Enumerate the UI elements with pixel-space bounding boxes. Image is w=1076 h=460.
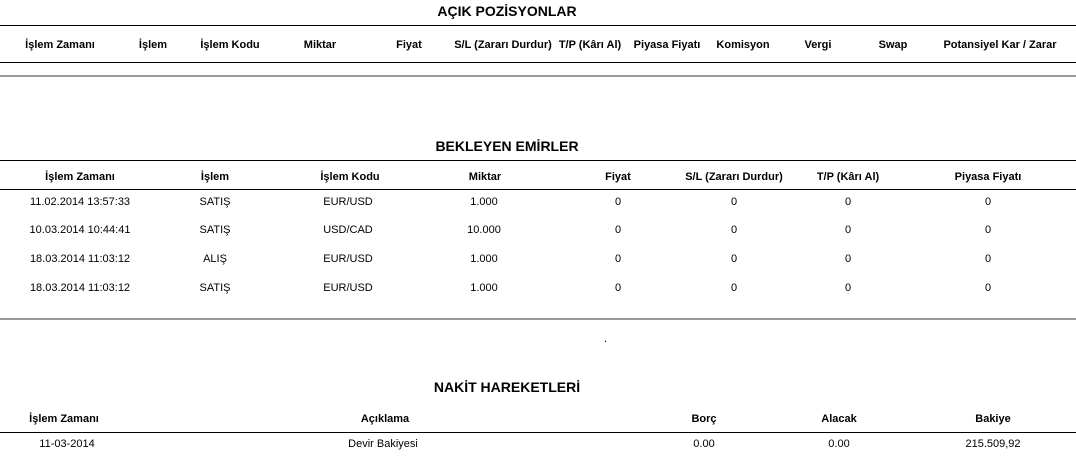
open-positions-header-row xyxy=(0,37,1076,53)
cell-stop-loss: 0 xyxy=(730,224,738,236)
cell-fiyat: 0 xyxy=(614,196,622,208)
cell-piyasa-fiyati: 0 xyxy=(984,282,992,294)
pending-orders-header-bottom-rule xyxy=(0,189,1076,190)
cell-fiyat: 0 xyxy=(614,253,622,265)
cell-take-profit: 0 xyxy=(844,253,852,265)
open-positions-section-end-rule xyxy=(0,75,1076,77)
cell-islem-zamani: 10.03.2014 10:44:41 xyxy=(29,224,131,236)
cell-piyasa-fiyati: 0 xyxy=(984,224,992,236)
cell-miktar: 10.000 xyxy=(467,224,501,236)
pending-orders-section-end-rule xyxy=(0,318,1076,320)
pending-orders-title: BEKLEYEN EMİRLER xyxy=(435,138,579,154)
cell-islem-zamani: 11-03-2014 xyxy=(39,438,95,450)
open-positions-header-bottom-rule xyxy=(0,62,1076,63)
col-header-islem-kodu: İşlem Kodu xyxy=(320,171,380,183)
col-header-potansiyel-kar-zarar: Potansiyel Kar / Zarar xyxy=(943,39,1057,51)
col-header-vergi: Vergi xyxy=(804,39,832,51)
cell-take-profit: 0 xyxy=(844,224,852,236)
cell-alacak: 0.00 xyxy=(828,438,850,450)
cell-aciklama: Devir Bakiyesi xyxy=(348,438,418,450)
cell-stop-loss: 0 xyxy=(730,282,738,294)
col-header-stop-loss: S/L (Zararı Durdur) xyxy=(454,39,552,51)
cell-miktar: 1.000 xyxy=(470,196,498,208)
table-row xyxy=(0,280,1076,296)
cell-islem-zamani: 18.03.2014 11:03:12 xyxy=(29,282,131,294)
col-header-komisyon: Komisyon xyxy=(716,39,770,51)
cell-islem: ALIŞ xyxy=(203,253,227,265)
table-row xyxy=(0,194,1076,210)
cell-islem: SATIŞ xyxy=(199,196,231,208)
col-header-fiyat: Fiyat xyxy=(605,171,631,183)
table-row xyxy=(0,436,1076,452)
col-header-islem-kodu: İşlem Kodu xyxy=(200,39,260,51)
col-header-swap: Swap xyxy=(878,39,908,51)
col-header-islem-zamani: İşlem Zamanı xyxy=(25,39,95,51)
cell-borc: 0.00 xyxy=(693,438,715,450)
col-header-stop-loss: S/L (Zararı Durdur) xyxy=(685,171,783,183)
cell-islem-zamani: 18.03.2014 11:03:12 xyxy=(29,253,131,265)
cell-bakiye: 215.509,92 xyxy=(965,438,1021,450)
cell-fiyat: 0 xyxy=(614,224,622,236)
cell-islem-kodu: USD/CAD xyxy=(323,224,373,236)
cell-fiyat: 0 xyxy=(614,282,622,294)
cash-movements-header-bottom-rule xyxy=(0,432,1076,433)
col-header-miktar: Miktar xyxy=(303,39,337,51)
col-header-take-profit: T/P (Kârı Al) xyxy=(558,39,622,51)
cash-movements-title: NAKİT HAREKETLERİ xyxy=(433,379,581,395)
col-header-islem: İşlem xyxy=(200,171,230,183)
col-header-islem-zamani: İşlem Zamanı xyxy=(29,413,99,425)
col-header-miktar: Miktar xyxy=(468,171,502,183)
cell-piyasa-fiyati: 0 xyxy=(984,196,992,208)
cell-islem-kodu: EUR/USD xyxy=(323,282,373,294)
cell-islem-zamani: 11.02.2014 13:57:33 xyxy=(29,196,131,208)
open-positions-title: AÇIK POZİSYONLAR xyxy=(437,3,577,19)
col-header-fiyat: Fiyat xyxy=(396,39,422,51)
col-header-islem-zamani: İşlem Zamanı xyxy=(45,171,115,183)
cell-islem-kodu: EUR/USD xyxy=(323,253,373,265)
table-row xyxy=(0,222,1076,238)
cell-stop-loss: 0 xyxy=(730,196,738,208)
col-header-islem: İşlem xyxy=(138,39,168,51)
col-header-borc: Borç xyxy=(691,413,717,425)
cell-stop-loss: 0 xyxy=(730,253,738,265)
pending-orders-header-top-rule xyxy=(0,160,1076,161)
col-header-take-profit: T/P (Kârı Al) xyxy=(816,171,880,183)
cell-take-profit: 0 xyxy=(844,282,852,294)
col-header-bakiye: Bakiye xyxy=(975,413,1011,425)
separator-dot: . xyxy=(604,333,608,345)
table-row xyxy=(0,251,1076,267)
pending-orders-header-row xyxy=(0,169,1076,185)
col-header-piyasa-fiyati: Piyasa Fiyatı xyxy=(633,39,701,51)
open-positions-header-top-rule xyxy=(0,25,1076,26)
cash-movements-header-row xyxy=(0,411,1076,427)
col-header-piyasa-fiyati: Piyasa Fiyatı xyxy=(954,171,1022,183)
cell-miktar: 1.000 xyxy=(470,282,498,294)
cell-islem: SATIŞ xyxy=(199,282,231,294)
col-header-aciklama: Açıklama xyxy=(360,413,410,425)
cell-islem-kodu: EUR/USD xyxy=(323,196,373,208)
cell-miktar: 1.000 xyxy=(470,253,498,265)
cell-take-profit: 0 xyxy=(844,196,852,208)
cell-islem: SATIŞ xyxy=(199,224,231,236)
cell-piyasa-fiyati: 0 xyxy=(984,253,992,265)
col-header-alacak: Alacak xyxy=(821,413,857,425)
